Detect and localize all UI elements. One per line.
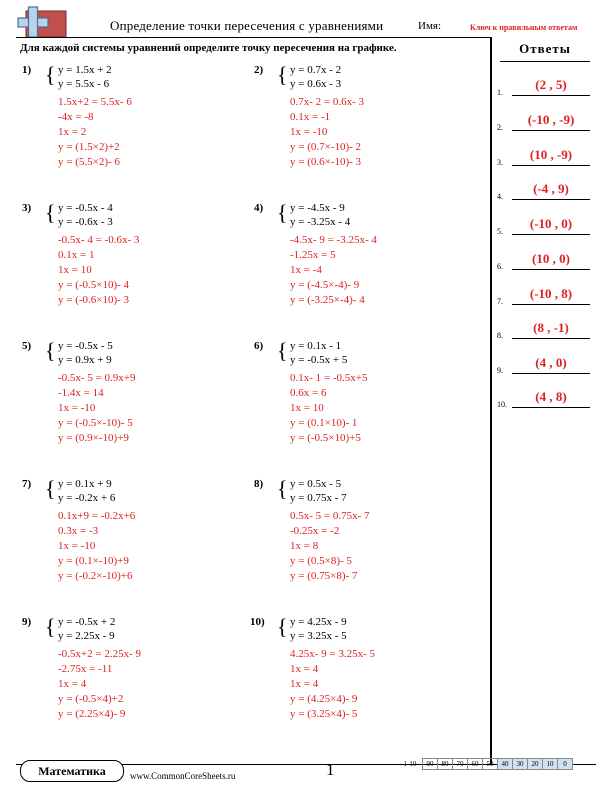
- brace-icon: {: [45, 338, 56, 363]
- equation-1: y = -0.5x - 5: [58, 340, 113, 352]
- site-url: www.CommonCoreSheets.ru: [130, 771, 236, 781]
- score-cell: 50: [483, 759, 498, 770]
- score-cell: 40: [498, 759, 513, 770]
- problem-number: 4): [254, 202, 264, 214]
- work-step: 0.6x = 6: [290, 387, 327, 399]
- answer-line: [512, 373, 590, 374]
- subject-badge: Математика: [20, 760, 124, 782]
- work-step: y = (-0.6×10)- 3: [58, 294, 130, 306]
- equation-2: y = 0.75x - 7: [290, 492, 347, 504]
- work-step: 0.1x = -1: [290, 111, 331, 123]
- problem-number: 5): [22, 340, 32, 352]
- answer-value: (-10 , 8): [529, 286, 573, 301]
- answer-value: (10 , 0): [532, 251, 570, 266]
- solution-work: [58, 233, 139, 308]
- work-step: -1.25x = 5: [290, 249, 336, 261]
- answer-value: (8 , -1): [533, 320, 569, 335]
- answer-row: [492, 173, 598, 203]
- brace-icon: {: [277, 62, 288, 87]
- answer-value: (-10 , -9): [527, 112, 575, 127]
- answer-row: [492, 104, 598, 134]
- work-step: y = (0.1×-10)+9: [58, 555, 129, 567]
- answer-line: [512, 338, 590, 339]
- brace-icon: {: [277, 338, 288, 363]
- work-step: 0.7x- 2 = 0.6x- 3: [290, 96, 365, 108]
- problem-number: 9): [22, 616, 32, 628]
- score-cell: 60: [468, 759, 483, 770]
- work-step: 1x = 4: [58, 678, 87, 690]
- work-step: -4x = -8: [58, 111, 94, 123]
- brace-icon: {: [277, 476, 288, 501]
- equation-2: y = 0.6x - 3: [290, 78, 342, 90]
- score-range-label: 1-10: [403, 760, 417, 768]
- work-step: y = (0.6×-10)- 3: [290, 156, 362, 168]
- equation-1: y = -0.5x - 4: [58, 202, 113, 214]
- answer-line: [512, 407, 590, 408]
- problem-8: [254, 478, 484, 608]
- work-step: 4.25x- 9 = 3.25x- 5: [290, 648, 376, 660]
- work-step: y = (1.5×2)+2: [58, 141, 120, 153]
- problem-number: 10): [250, 616, 265, 628]
- answer-line: [512, 304, 590, 305]
- equation-1: y = -4.5x - 9: [290, 202, 345, 214]
- plus-logo-icon: [16, 5, 68, 39]
- answer-line: [512, 95, 590, 96]
- work-step: 1x = 10: [290, 402, 324, 414]
- solution-work: [58, 647, 141, 722]
- problem-number: 8): [254, 478, 264, 490]
- problem-7: [22, 478, 252, 608]
- work-step: 0.3x = -3: [58, 525, 99, 537]
- answer-row: [492, 381, 598, 411]
- score-cell: 20: [528, 759, 543, 770]
- work-step: y = (-0.5×10)- 4: [58, 279, 130, 291]
- answer-number: 4.: [497, 192, 503, 201]
- equation-2: y = -0.6x - 3: [58, 216, 113, 228]
- answer-value: (10 , -9): [529, 147, 573, 162]
- answers-title-underline: [500, 61, 590, 62]
- work-step: -4.5x- 9 = -3.25x- 4: [290, 234, 377, 246]
- work-step: y = (-0.5×10)+5: [290, 432, 361, 444]
- answer-value: (4 , 8): [535, 389, 567, 404]
- work-step: -0.5x- 5 = 0.9x+9: [58, 372, 136, 384]
- answer-number: 1.: [497, 88, 503, 97]
- answer-number: 5.: [497, 227, 503, 236]
- answer-key-label: Ключ к правильным ответам: [470, 23, 578, 32]
- solution-work: [58, 95, 132, 170]
- problem-number: 1): [22, 64, 32, 76]
- brace-icon: {: [277, 200, 288, 225]
- equation-1: y = 4.25x - 9: [290, 616, 347, 628]
- solution-work: [290, 647, 375, 722]
- problem-number: 2): [254, 64, 264, 76]
- work-step: 1x = 8: [290, 540, 319, 552]
- solution-work: [290, 371, 367, 446]
- work-step: 0.5x- 5 = 0.75x- 7: [290, 510, 370, 522]
- problem-2: [254, 64, 484, 194]
- work-step: y = (4.25×4)- 9: [290, 693, 358, 705]
- equation-1: y = 0.1x - 1: [290, 340, 342, 352]
- answer-row: [492, 243, 598, 273]
- score-cell: 70: [453, 759, 468, 770]
- work-step: y = (0.75×8)- 7: [290, 570, 358, 582]
- work-step: 1x = 2: [58, 126, 87, 138]
- answer-value: (-4 , 9): [533, 181, 569, 196]
- work-step: 1x = 4: [290, 663, 319, 675]
- answer-row: [492, 69, 598, 99]
- score-cell: 90: [423, 759, 438, 770]
- work-step: y = (2.25×4)- 9: [58, 708, 126, 720]
- solution-work: [290, 509, 370, 584]
- work-step: y = (0.7×-10)- 2: [290, 141, 362, 153]
- answer-number: 3.: [497, 158, 503, 167]
- equation-2: y = -0.5x + 5: [290, 354, 348, 366]
- score-cell: 10: [543, 759, 558, 770]
- brace-icon: {: [277, 614, 288, 639]
- answer-number: 9.: [497, 366, 503, 375]
- work-step: y = (-4.5×-4)- 9: [290, 279, 360, 291]
- equation-2: y = 2.25x - 9: [58, 630, 115, 642]
- answer-line: [512, 269, 590, 270]
- work-step: 1.5x+2 = 5.5x- 6: [58, 96, 132, 108]
- equation-1: y = 0.5x - 5: [290, 478, 342, 490]
- solution-work: [290, 95, 364, 170]
- answer-row: [492, 312, 598, 342]
- brace-icon: {: [45, 476, 56, 501]
- brace-icon: {: [45, 62, 56, 87]
- work-step: y = (5.5×2)- 6: [58, 156, 120, 168]
- answer-line: [512, 234, 590, 235]
- solution-work: [58, 509, 135, 584]
- problem-3: [22, 202, 252, 332]
- work-step: y = (-0.2×-10)+6: [58, 570, 133, 582]
- solution-work: [58, 371, 135, 446]
- score-cell: 0: [558, 759, 573, 770]
- work-step: y = (-0.5×4)+2: [58, 693, 124, 705]
- work-step: 0.1x- 1 = -0.5x+5: [290, 372, 368, 384]
- answers-title: Ответы: [519, 41, 571, 56]
- worksheet-title: Определение точки пересечения с уравнениями: [110, 18, 384, 33]
- work-step: y = (-3.25×-4)- 4: [290, 294, 365, 306]
- work-step: -2.75x = -11: [58, 663, 113, 675]
- answer-value: (4 , 0): [535, 355, 567, 370]
- problem-6: [254, 340, 484, 470]
- work-step: y = (-0.5×-10)- 5: [58, 417, 133, 429]
- brace-icon: {: [45, 200, 56, 225]
- equation-1: y = -0.5x + 2: [58, 616, 116, 628]
- work-step: 0.1x+9 = -0.2x+6: [58, 510, 136, 522]
- answer-row: [492, 347, 598, 377]
- work-step: -0.5x+2 = 2.25x- 9: [58, 648, 141, 660]
- work-step: 1x = 4: [290, 678, 319, 690]
- work-step: -1.4x = 14: [58, 387, 104, 399]
- work-step: y = (0.1×10)- 1: [290, 417, 358, 429]
- work-step: 1x = -10: [58, 402, 96, 414]
- equation-1: y = 0.1x + 9: [58, 478, 112, 490]
- work-step: -0.25x = -2: [290, 525, 340, 537]
- problem-number: 7): [22, 478, 32, 490]
- answer-number: 7.: [497, 297, 503, 306]
- answer-number: 6.: [497, 262, 503, 271]
- answer-number: 10.: [497, 400, 507, 409]
- name-label: Имя:: [418, 20, 442, 32]
- answer-number: 2.: [497, 123, 503, 132]
- instructions: Для каждой системы уравнений определите точку пересечения на графике.: [20, 42, 397, 54]
- equation-2: y = 3.25x - 5: [290, 630, 347, 642]
- work-step: 0.1x = 1: [58, 249, 95, 261]
- work-step: 1x = 10: [58, 264, 92, 276]
- score-table: [398, 758, 573, 770]
- answer-value: (-10 , 0): [529, 216, 573, 231]
- problem-1: [22, 64, 252, 194]
- equation-2: y = -3.25x - 4: [290, 216, 351, 228]
- work-step: 1x = -4: [290, 264, 322, 276]
- work-step: y = (0.9×-10)+9: [58, 432, 129, 444]
- equation-2: y = 5.5x - 6: [58, 78, 110, 90]
- work-step: 1x = -10: [290, 126, 328, 138]
- answer-row: [492, 278, 598, 308]
- solution-work: [290, 233, 377, 308]
- work-step: y = (0.5×8)- 5: [290, 555, 352, 567]
- equation-2: y = 0.9x + 9: [58, 354, 112, 366]
- answer-number: 8.: [497, 331, 503, 340]
- work-step: 1x = -10: [58, 540, 96, 552]
- answer-line: [512, 130, 590, 131]
- equation-2: y = -0.2x + 6: [58, 492, 116, 504]
- answers-panel: [490, 37, 598, 764]
- brace-icon: {: [45, 614, 56, 639]
- answer-line: [512, 165, 590, 166]
- answer-value: (2 , 5): [535, 77, 567, 92]
- answer-row: [492, 139, 598, 169]
- problem-number: 6): [254, 340, 264, 352]
- work-step: y = (3.25×4)- 5: [290, 708, 358, 720]
- header-divider: [16, 37, 490, 38]
- page-number: 1: [326, 760, 335, 779]
- score-cell: 80: [438, 759, 453, 770]
- problem-number: 3): [22, 202, 32, 214]
- score-cell: 30: [513, 759, 528, 770]
- problem-5: [22, 340, 252, 470]
- problem-4: [254, 202, 484, 332]
- equation-1: y = 1.5x + 2: [58, 64, 112, 76]
- work-step: -0.5x- 4 = -0.6x- 3: [58, 234, 140, 246]
- problem-9: [22, 616, 252, 746]
- answer-line: [512, 199, 590, 200]
- equation-1: y = 0.7x - 2: [290, 64, 342, 76]
- answer-row: [492, 208, 598, 238]
- problem-10: [250, 616, 480, 746]
